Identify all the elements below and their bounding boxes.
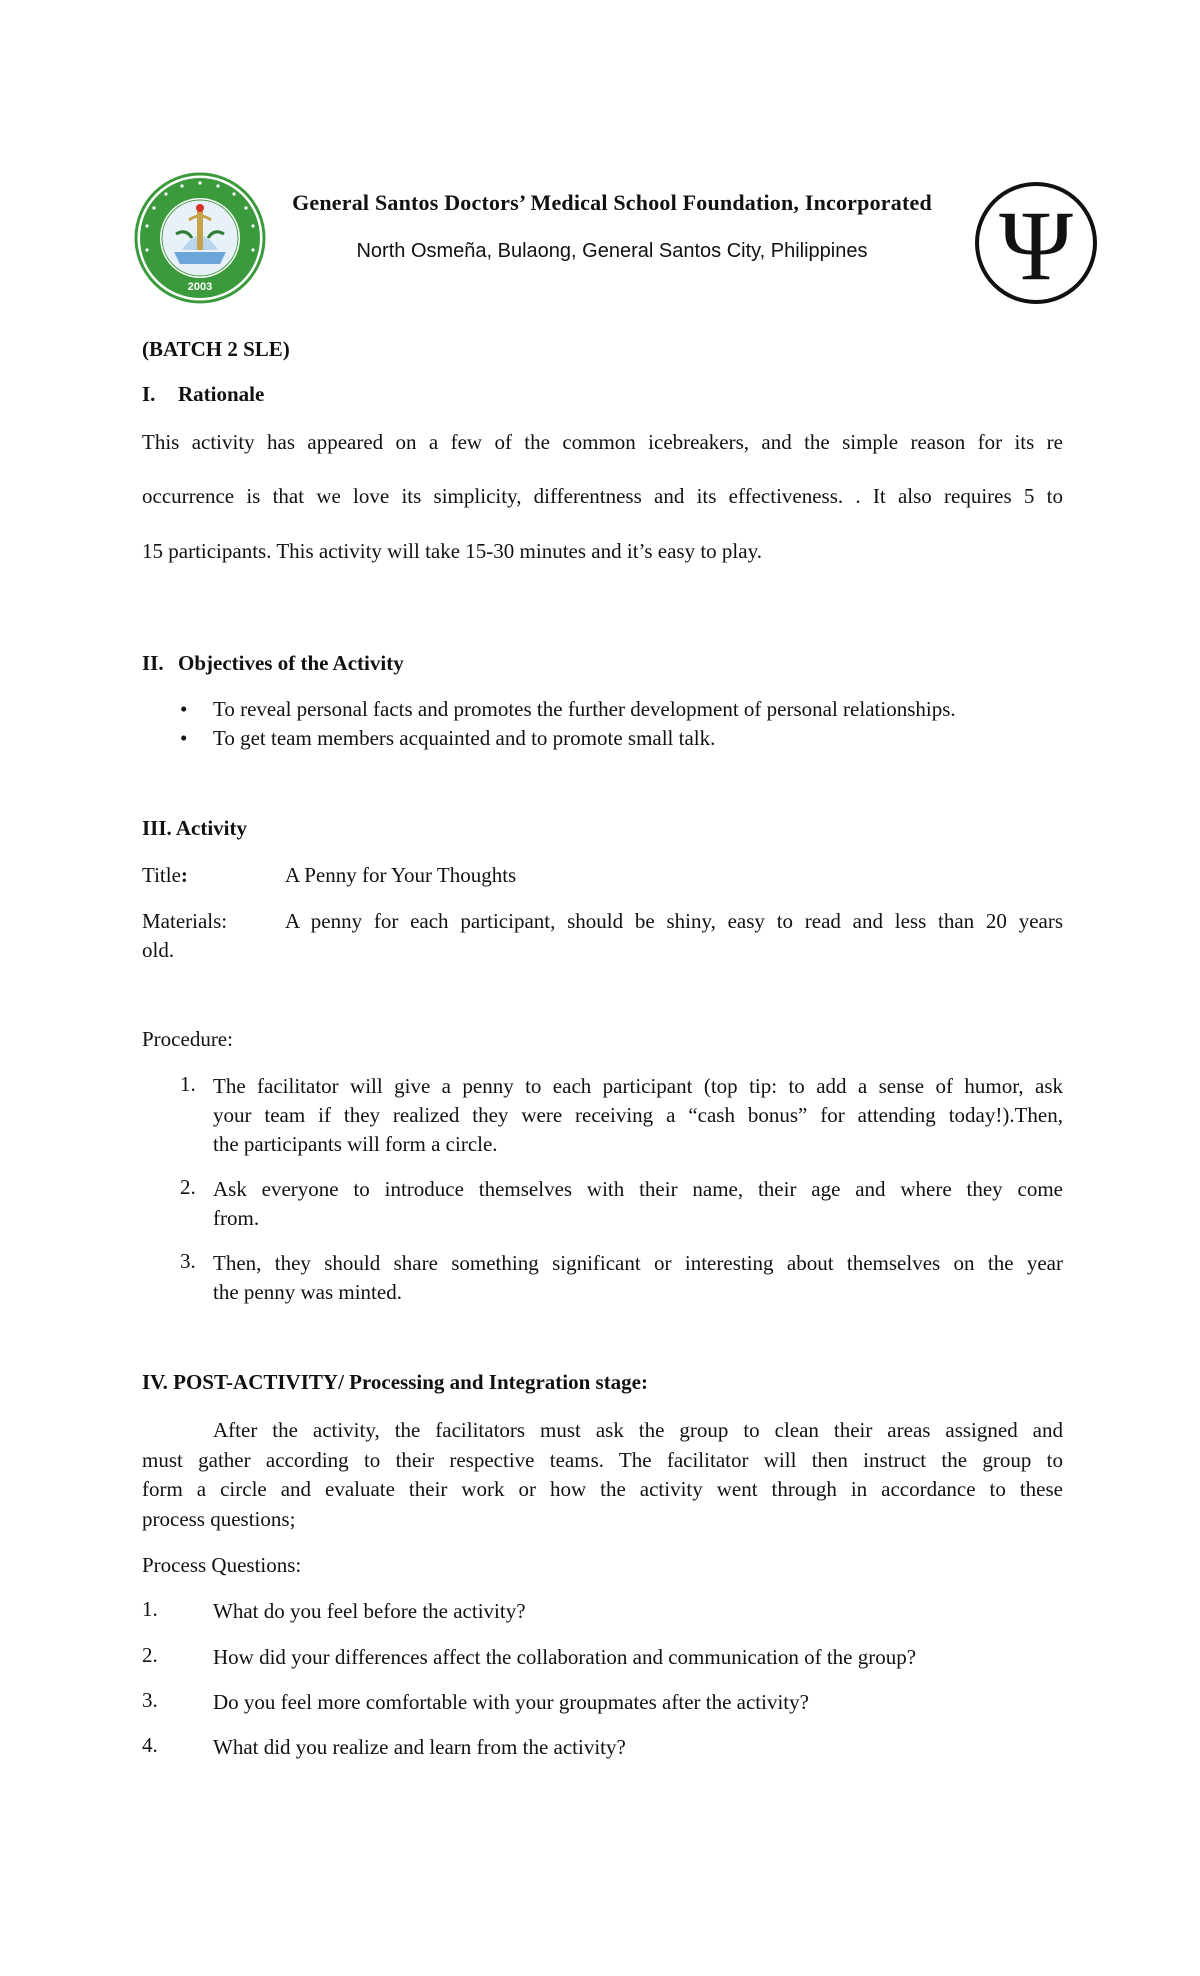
question-number-3: 3.	[142, 1688, 158, 1712]
activity-heading: III. Activity	[142, 816, 247, 840]
rationale-number: I.	[142, 382, 156, 406]
step-3-line-1: Then, they should share something significant or interesting about themselves on the year	[213, 1251, 1063, 1275]
process-questions-label: Process Questions:	[142, 1553, 302, 1577]
bullet-icon: •	[180, 726, 188, 750]
step-2-line-2: from.	[213, 1206, 260, 1230]
activity-title-label: Title:	[142, 863, 188, 887]
question-3: Do you feel more comfortable with your groupmates after the activity?	[213, 1690, 809, 1714]
post-activity-line-2: must gather according to their respective teams. The facilitator will then instruct the group to	[142, 1448, 1063, 1472]
post-activity-heading: IV. POST-ACTIVITY/ Processing and Integration stage:	[142, 1370, 648, 1394]
seal-year: 2003	[187, 281, 213, 293]
step-1-line-1: The facilitator will give a penny to each participant (top tip: to add a sense of humor, ask	[213, 1074, 1063, 1098]
procedure-label: Procedure:	[142, 1027, 233, 1051]
post-activity-line-4: process questions;	[142, 1507, 296, 1531]
bullet-icon: •	[180, 697, 188, 721]
batch-label: (BATCH 2 SLE)	[142, 337, 290, 361]
rationale-line-1: This activity has appeared on a few of the common icebreakers, and the simple reason for its re	[142, 430, 1063, 454]
question-number-2: 2.	[142, 1643, 158, 1667]
rationale-line-3: 15 participants. This activity will take 15-30 minutes and it’s easy to play.	[142, 539, 762, 563]
question-4: What did you realize and learn from the activity?	[213, 1735, 626, 1759]
organization-name: General Santos Doctors’ Medical School Foundation, Incorporated	[292, 190, 932, 215]
question-1: What do you feel before the activity?	[213, 1599, 526, 1623]
post-activity-line-1: After the activity, the facilitators must ask the group to clean their areas assigned and	[213, 1418, 1063, 1442]
objective-item-2: To get team members acquainted and to promote small talk.	[213, 726, 716, 750]
organization-address: North Osmeña, Bulaong, General Santos City, Philippines	[356, 240, 868, 262]
school-seal-logo	[134, 172, 266, 304]
step-1-line-2: your team if they realized they were receiving a “cash bonus” for attending today!).Then,	[213, 1103, 1063, 1127]
question-number-4: 4.	[142, 1733, 158, 1757]
step-number-2: 2.	[180, 1175, 196, 1199]
objective-item-1: To reveal personal facts and promotes the further development of personal relationships.	[213, 697, 956, 721]
step-3-line-2: the penny was minted.	[213, 1280, 402, 1304]
objectives-heading: Objectives of the Activity	[178, 651, 404, 675]
question-number-1: 1.	[142, 1597, 158, 1621]
step-2-line-1: Ask everyone to introduce themselves with their name, their age and where they come	[213, 1177, 1063, 1201]
psi-logo	[973, 180, 1099, 306]
psi-symbol: Ψ	[999, 190, 1073, 301]
materials-value: A penny for each participant, should be shiny, easy to read and less than 20 years	[285, 909, 1063, 933]
question-2: How did your differences affect the collaboration and communication of the group?	[213, 1645, 917, 1669]
step-number-1: 1.	[180, 1072, 196, 1096]
rationale-heading: Rationale	[178, 382, 265, 406]
step-1-line-3: the participants will form a circle.	[213, 1132, 498, 1156]
materials-label: Materials:	[142, 909, 228, 933]
materials-value-wrap: old.	[142, 938, 175, 962]
step-number-3: 3.	[180, 1249, 196, 1273]
post-activity-line-3: form a circle and evaluate their work or how the activity went through in accordance to these	[142, 1477, 1063, 1501]
activity-title-value: A Penny for Your Thoughts	[285, 863, 517, 887]
objectives-number: II.	[142, 651, 164, 675]
rationale-line-2: occurrence is that we love its simplicity, differentness and its effectiveness. . It also requires 5 to	[142, 484, 1063, 508]
